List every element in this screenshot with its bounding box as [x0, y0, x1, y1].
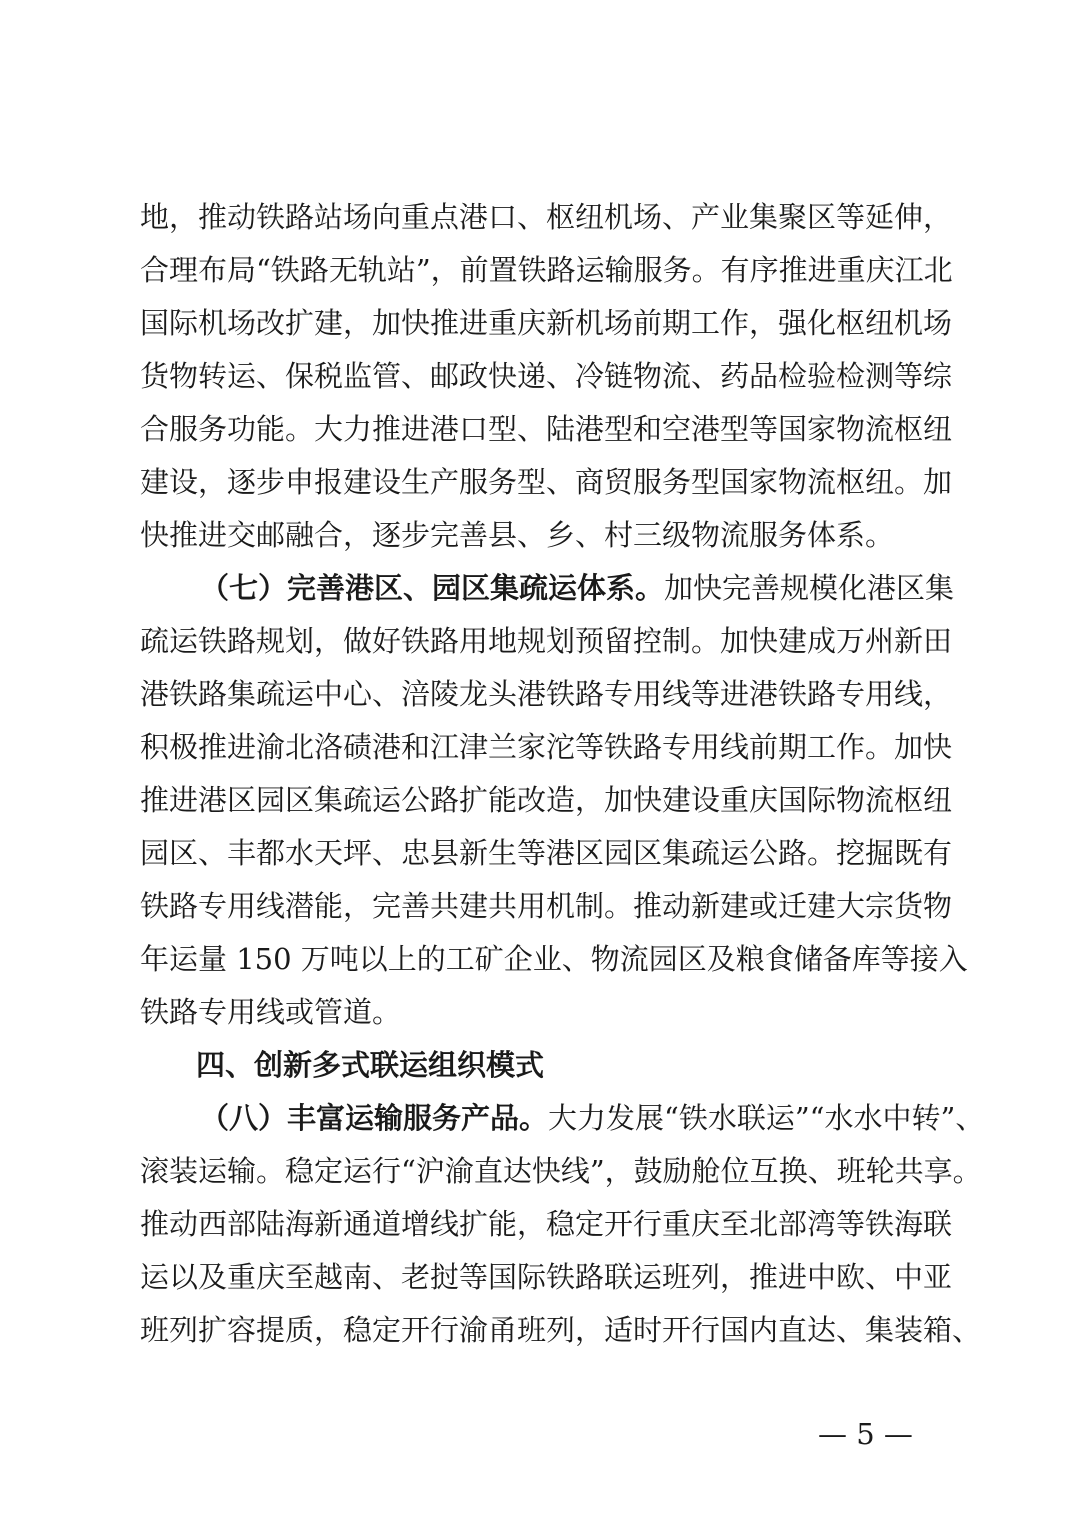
body-text-line: 积极推进渝北洛碛港和江津兰家沱等铁路专用线前期工作。加快: [140, 730, 953, 764]
body-text-line: 推动西部陆海新通道增线扩能，稳定开行重庆至北部湾等铁海联: [140, 1207, 953, 1241]
paragraph-lead-title: （七）完善港区、园区集疏运体系。: [200, 571, 665, 605]
body-text-line: 运以及重庆至越南、老挝等国际铁路联运班列，推进中欧、中亚: [140, 1260, 953, 1294]
body-text-line: 港铁路集疏运中心、涪陵龙头港铁路专用线等进港铁路专用线，: [140, 677, 953, 711]
paragraph-first-line: [200, 568, 955, 608]
body-text-line: 国际机场改扩建，加快推进重庆新机场前期工作，强化枢纽机场: [140, 306, 953, 340]
paragraph-text: 加快完善规模化港区集: [664, 571, 955, 605]
paragraph-first-line: [200, 1098, 985, 1138]
body-text-line: 地，推动铁路站场向重点港口、枢纽机场、产业集聚区等延伸，: [140, 200, 953, 234]
body-text-line: 班列扩容提质，稳定开行渝甬班列，适时开行国内直达、集装箱、: [140, 1313, 982, 1347]
body-text-line: 年运量 150 万吨以上的工矿企业、物流园区及粮食储备库等接入: [140, 942, 968, 976]
body-text-line: 合服务功能。大力推进港口型、陆港型和空港型等国家物流枢纽: [140, 412, 953, 446]
body-text-line: 滚装运输。稳定运行“沪渝直达快线”，鼓励舱位互换、班轮共享。: [140, 1154, 982, 1188]
body-text-line: 合理布局“铁路无轨站”，前置铁路运输服务。有序推进重庆江北: [140, 253, 953, 287]
body-text-line: 建设，逐步申报建设生产服务型、商贸服务型国家物流枢纽。加: [140, 465, 953, 499]
body-text-line: 疏运铁路规划，做好铁路用地规划预留控制。加快建成万州新田: [140, 624, 953, 658]
body-text-line: 推进港区园区集疏运公路扩能改造，加快建设重庆国际物流枢纽: [140, 783, 953, 817]
paragraph-text: 大力发展“铁水联运”“水水中转”、: [548, 1101, 985, 1135]
body-text-line: 铁路专用线或管道。: [140, 995, 402, 1029]
section-heading: 四、创新多式联运组织模式: [196, 1048, 545, 1082]
body-text-line: 快推进交邮融合，逐步完善县、乡、村三级物流服务体系。: [140, 518, 895, 552]
body-text-line: 园区、丰都水天坪、忠县新生等港区园区集疏运公路。挖掘既有: [140, 836, 953, 870]
body-text-line: 铁路专用线潜能，完善共建共用机制。推动新建或迁建大宗货物: [140, 889, 953, 923]
body-text-line: 货物转运、保税监管、邮政快递、冷链物流、药品检验检测等综: [140, 359, 953, 393]
paragraph-lead-title: （八）丰富运输服务产品。: [200, 1101, 549, 1135]
page-number: — 5 —: [818, 1417, 913, 1451]
